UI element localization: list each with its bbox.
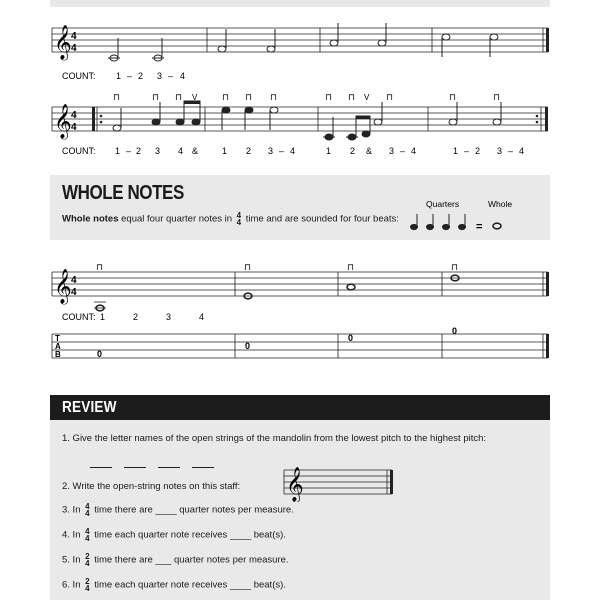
svg-text:=: = (476, 221, 483, 233)
svg-text:⊓: ⊓ (449, 92, 457, 102)
svg-text:1: 1 (453, 146, 459, 156)
svg-text:Quarters: Quarters (426, 199, 460, 209)
svg-text:⊓: ⊓ (270, 92, 278, 102)
svg-text:2: 2 (350, 146, 356, 156)
half-note (442, 34, 450, 40)
svg-text:4: 4 (178, 146, 184, 156)
review-header (50, 395, 550, 420)
question-1: 1. Give the letter names of the open strings of the mandolin from the lowest pitch to the highest pitch: (62, 433, 487, 444)
svg-text:2: 2 (138, 71, 144, 81)
time-sig-bottom: 4 (71, 122, 77, 133)
svg-text:2: 2 (475, 146, 481, 156)
svg-text:3: 3 (268, 146, 274, 156)
time-sig-bottom: 4 (71, 43, 77, 54)
staff-row-1 (0, 0, 600, 170)
svg-text:⊓: ⊓ (347, 262, 355, 272)
svg-text:4: 4 (411, 146, 417, 156)
svg-text:⊓: ⊓ (451, 262, 459, 272)
svg-text:0: 0 (245, 341, 251, 351)
svg-text:⊓: ⊓ (245, 92, 253, 102)
answer-blanks[interactable] (90, 455, 226, 473)
treble-clef: 𝄞 (54, 105, 72, 138)
svg-text:4: 4 (290, 146, 296, 156)
svg-text:2: 2 (133, 312, 139, 322)
svg-text:1: 1 (115, 146, 121, 156)
svg-text:1: 1 (116, 71, 122, 81)
half-note (330, 40, 338, 46)
half-note (490, 34, 498, 40)
svg-text:1: 1 (326, 146, 332, 156)
question-6: 6. In 2 4 time each quarter note receives ____ beat(s). (62, 577, 286, 593)
svg-text:3: 3 (389, 146, 395, 156)
question-3: 3. In 4 4 time there are ____ quarter notes per measure. (62, 502, 294, 518)
count-label: COUNT: (62, 312, 96, 322)
svg-text:⊓: ⊓ (493, 92, 501, 102)
svg-text:4: 4 (519, 146, 525, 156)
svg-text:–: – (126, 146, 132, 156)
treble-clef: 𝄞 (286, 468, 304, 501)
svg-text:T: T (55, 334, 60, 343)
svg-text:3: 3 (497, 146, 503, 156)
svg-text:3: 3 (155, 146, 161, 156)
svg-text:–: – (127, 71, 133, 81)
question-4: 4. In 4 4 time each quarter note receives ____ beat(s). (62, 527, 286, 543)
count-label: COUNT: (62, 146, 96, 156)
svg-text:V: V (192, 93, 198, 102)
svg-text:0: 0 (348, 333, 354, 343)
svg-text:3: 3 (157, 71, 163, 81)
svg-text:–: – (508, 146, 514, 156)
svg-text:⊓: ⊓ (386, 92, 394, 102)
review-title: REVIEW (62, 399, 117, 416)
time-sig-top: 4 (71, 31, 77, 42)
svg-text:&: & (366, 146, 373, 156)
svg-text:0: 0 (97, 349, 103, 359)
svg-text:⊓: ⊓ (348, 92, 356, 102)
whole-notes-staff (0, 250, 600, 370)
svg-text:–: – (400, 146, 406, 156)
svg-text:Whole: Whole (488, 199, 513, 209)
question-2: 2. Write the open-string notes on this staff: (62, 481, 241, 492)
svg-text:–: – (464, 146, 470, 156)
quarters-whole-legend (400, 195, 550, 240)
svg-text:B: B (55, 350, 61, 359)
whole-note (347, 284, 355, 290)
treble-clef: 𝄞 (54, 26, 72, 59)
svg-text:V: V (364, 93, 370, 102)
downbow: ⊓ (113, 92, 121, 102)
count-label: COUNT: (62, 71, 96, 81)
svg-text:4: 4 (71, 275, 77, 286)
half-note (267, 46, 275, 52)
whole-notes-description: Whole notes equal four quarter notes in 4 4 time and are sounded for four beats: (62, 211, 399, 227)
svg-text:⊓: ⊓ (244, 262, 252, 272)
svg-text:4: 4 (199, 312, 205, 322)
svg-text:1: 1 (100, 312, 106, 322)
svg-text:–: – (168, 71, 174, 81)
svg-text:3: 3 (166, 312, 172, 322)
svg-text:4: 4 (71, 287, 77, 298)
svg-text:⊓: ⊓ (152, 92, 160, 102)
svg-text:–: – (279, 146, 285, 156)
treble-clef: 𝄞 (54, 270, 72, 303)
svg-text:0: 0 (452, 326, 458, 336)
half-note (378, 40, 386, 46)
svg-text:&: & (192, 146, 199, 156)
svg-text:⊓: ⊓ (222, 92, 230, 102)
svg-text:2: 2 (246, 146, 252, 156)
svg-text:⊓: ⊓ (175, 92, 183, 102)
svg-text:⊓: ⊓ (96, 262, 104, 272)
half-note (218, 46, 226, 52)
svg-text:⊓: ⊓ (325, 92, 333, 102)
svg-text:A: A (55, 342, 61, 351)
answer-staff[interactable] (282, 462, 394, 502)
svg-text:2: 2 (136, 146, 142, 156)
time-sig-top: 4 (71, 110, 77, 121)
question-5: 5. In 2 4 time there are ___ quarter notes per measure. (62, 552, 289, 568)
svg-text:4: 4 (180, 71, 186, 81)
svg-text:1: 1 (222, 146, 228, 156)
section-title: WHOLE NOTES (62, 182, 184, 204)
